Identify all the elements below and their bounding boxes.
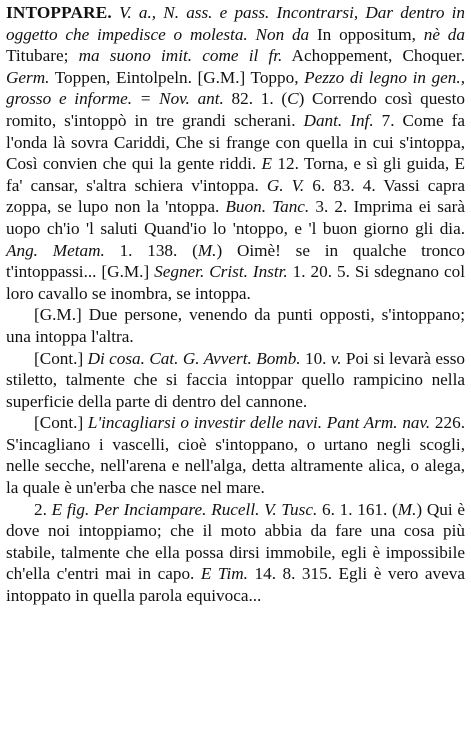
italic-text: Segner. Crist. Instr. — [154, 262, 288, 282]
text-run: 82. 1. ( — [223, 89, 288, 109]
entry-paragraph — [6, 348, 465, 413]
text-run: 1. 20. 5. Si sdegnano col loro cavallo se inombra, se intoppa. — [6, 262, 465, 303]
italic-text: E — [261, 154, 273, 174]
text-run: In oppositum, — [309, 24, 424, 44]
italic-text: L'incagliarsi o investir delle navi. Pant Arm. nav. — [87, 413, 431, 433]
text-run: 226. S'incagliano i vascelli, cioè s'intoppano, o urtano negli scogli, nelle secche, nell'arena e nell'alga, detta altramente alica, o alega, la quale è un'erba che nasce nel mare. — [6, 413, 466, 498]
italic-text: E fig. Per Inciampare. Rucell. V. Tusc. — [51, 499, 318, 519]
entry-paragraph — [6, 499, 465, 607]
text-run: ) Qui è dove noi intoppiamo; che il moto abbia da fare una cosa più stabile, talmente che ella possa dirsi immobile, egli è impossibile ch'ella c'entri mai in capo. — [6, 499, 465, 584]
italic-text: M. — [397, 499, 417, 519]
text-run: [Cont.] — [34, 348, 88, 368]
text-run: Achoppement, Choquer. — [282, 46, 465, 66]
text-run: 10. — [300, 348, 331, 368]
italic-text: E Tim. — [200, 564, 248, 584]
text-run: Toppen, Eintolpeln. [G.M.] Toppo, — [49, 67, 305, 87]
text-run: [Cont.] — [34, 413, 88, 433]
italic-text: v. — [330, 348, 342, 368]
entry-paragraph — [6, 304, 465, 347]
text-run: 1. 138. ( — [104, 240, 198, 260]
italic-text: nè da — [423, 24, 465, 44]
text-run: 2. — [34, 499, 52, 519]
dictionary-entry-intoppare — [6, 2, 465, 607]
italic-text: Dant. Inf. — [303, 110, 374, 130]
entry-paragraph — [6, 2, 465, 304]
italic-text: ma suono imit. come il fr. — [78, 46, 283, 66]
text-run: 14. 8. 315. Egli è vero aveva intoppato in quella parola equivoca... — [6, 564, 465, 606]
text-run: 3. 2. Imprima ei sarà uopo ch'io 'l saluti Quand'io lo 'ntoppo, e 'l buon giorno gli dia. — [6, 197, 465, 238]
headword: INTOPPARE. — [6, 3, 112, 22]
text-run: ) Oimè! se in qualche tronco t'intoppassi... [G.M.] — [6, 240, 466, 282]
text-run: 6. 1. 161. ( — [317, 499, 398, 519]
italic-text: M. — [197, 240, 217, 260]
text-run: 7. Come fa l'onda là sovra Cariddi, Che si frange con quella in cui s'intoppa, Così convien che qui la gente riddi. — [6, 110, 465, 174]
text-run: ) Correndo così questo romito, s'intoppò in tre grandi scherani. — [6, 89, 465, 130]
entry-paragraph — [6, 412, 465, 498]
italic-text: Germ. — [6, 67, 50, 87]
italic-text: Buon. Tanc. — [225, 197, 310, 217]
text-run: [G.M.] Due persone, venendo da punti opposti, s'intoppano; una intoppa l'altra. — [6, 305, 465, 346]
text-run: Titubare; — [6, 46, 79, 66]
text-run: 6. 83. 4. Vassi capra zoppa, se lupo non la 'ntoppa. — [6, 175, 465, 217]
text-run: Poi si levarà esso stiletto, talmente che si faccia intoppar quello rampicino nella superficie della parte di dentro del cannone. — [6, 348, 466, 411]
italic-text: Pezzo di legno in gen., grosso e informe. = Nov. ant. — [6, 67, 465, 109]
italic-text: Di cosa. Cat. G. Avvert. Bomb. — [87, 348, 301, 368]
text-run: 12. Torna, e sì gli guida, E fa' cansar, s'altra schiera v'intoppa. — [6, 154, 465, 195]
italic-text: V. a., N. ass. e pass. Incontrarsi, Dar dentro in oggetto che impedisce o molesta. Non da — [6, 3, 465, 44]
italic-text: C — [287, 89, 299, 109]
italic-text: Ang. Metam. — [6, 240, 105, 260]
italic-text: G. V. — [266, 175, 305, 195]
